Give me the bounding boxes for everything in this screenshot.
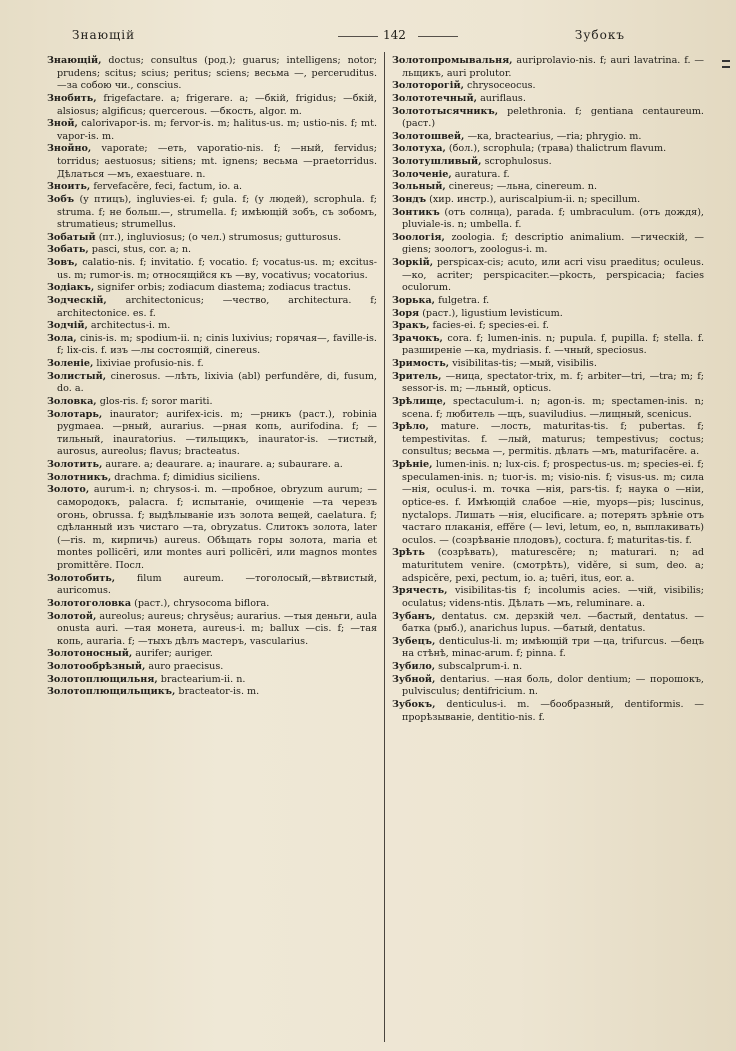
entry-definition: frigefactare. a; frigerare. a; —бкій, frigidus; —бкій, alsiosus; algificus; quercerous. —бкость, algor. m. (57, 92, 377, 117)
entry-headword: Золотоносный, (47, 648, 133, 660)
entry-definition: perspicax-cis; acuto, или acri visu praeditus; oculeus. —ко, acriter; perspicaciter.—рkость, perspicacia; facies oculorum. (402, 257, 704, 294)
entry-definition: lixiviae profusio-nis. f. (96, 358, 204, 369)
entry-definition: (у птицъ), ingluvies-ei. f; gula. f; (у людей), scrophula. f; struma. f; не больш.—, strumella. f; имѣющій зобъ, съ зобомъ, strumatieus; strumellus. (57, 193, 377, 231)
dictionary-entry (47, 598, 377, 611)
entry-headword: Золоторогій, (392, 80, 464, 92)
entry-definition: glos-ris. f; soror mariti. (99, 395, 213, 407)
dictionary-entry (47, 611, 377, 649)
entry-headword: Зоря (392, 307, 420, 319)
dictionary-entry (392, 156, 704, 169)
entry-headword: Знойно, (47, 143, 92, 155)
entry-definition: dentarius. —ная боль, dolor dentium; — порошокъ, pulvisculus; dentifricium. n. (402, 673, 704, 698)
entry-definition: (отъ солнца), parada. f; umbraculum. (отъ дождя), pluviale-is. n; umbella. f. (402, 206, 704, 231)
entry-definition: aurifer; auriger. (135, 648, 213, 660)
entry-definition: fulgetra. f. (438, 294, 490, 306)
dictionary-entry (392, 699, 704, 724)
entry-definition: signifer orbis; zodiacum diastema; zodiacus tractus. (97, 282, 352, 294)
dictionary-entry (392, 547, 704, 585)
entry-headword: Зольный, (392, 181, 446, 193)
page-number: 142 (383, 28, 406, 42)
entry-definition: auriflaus. (480, 92, 526, 104)
entry-headword: Зноить, (47, 181, 91, 193)
entry-definition: cinis-is. m; spodium-ii. n; cinis luxivius; горячая—, faville-is. f; lix-cis. f. изъ —лы состоящій, cinereus. (57, 332, 377, 357)
entry-definition: auratura. f. (454, 168, 510, 180)
dictionary-entry (392, 371, 704, 396)
entry-headword: Зрячесть, (392, 585, 448, 597)
entry-headword: Зовъ, (47, 257, 78, 268)
entry-definition: auro praecisus. (148, 661, 224, 672)
entry-headword: Зодіакъ, (47, 282, 95, 294)
entry-headword: Зола, (47, 332, 77, 344)
dictionary-entry (47, 674, 377, 687)
entry-headword: Зобать, (47, 244, 89, 256)
entry-headword: Золотоплющильня, (47, 673, 158, 685)
entry-headword: Зной, (47, 118, 78, 130)
entry-definition: subscalprum-i. n. (438, 661, 523, 672)
entry-headword: Золотопромывальня, (392, 55, 513, 66)
entry-definition: aurum-i. n; chrysos-i. m. —пробное, obryzum aurum; —самородокъ, palacra. f; испытаніе, очищеніе —та черезъ огонь, obrussa. f; выдѣлываніе изъ золота вещей, caelatura. f; сдѣланный изъ чистаго —та, obryzatus. Слитокъ золота, later (—ris. m, кирпичь) aureus. Обѣщать горы золота, maria et montes pollicēri, или montes auri pollicēri, или magnos montes promittĕre. Посл. (57, 484, 377, 571)
entry-headword: Золото, (47, 484, 90, 496)
dictionary-entry (392, 55, 704, 80)
entry-definition: (раст.), chrysocoma biflora. (134, 597, 270, 609)
dictionary-entry (47, 93, 377, 118)
dictionary-entry (392, 131, 704, 144)
entry-definition: cinerosus. —лѣть, lixivia (abl) perfundĕre, di, fusum, do. a. (57, 370, 377, 395)
entry-headword: Золототечный, (392, 92, 477, 104)
dictionary-entry (47, 472, 377, 485)
entry-headword: Золотошвей, (392, 130, 465, 142)
edge-mark (722, 60, 730, 62)
entry-definition: bracteator-is. m. (178, 686, 260, 698)
header-left-word: Знающій (72, 28, 136, 42)
dictionary-entry (47, 320, 377, 333)
dictionary-entry (47, 573, 377, 598)
dictionary-entry (392, 257, 704, 295)
dictionary-entry (392, 181, 704, 194)
entry-headword: Зонтикъ (392, 206, 440, 218)
dictionary-entry (392, 396, 704, 421)
entry-definition: architectus-i. m. (90, 320, 171, 332)
entry-headword: Золотникъ, (47, 471, 112, 483)
entry-definition: (раст.), ligustium levisticum. (422, 307, 563, 319)
entry-definition: —ка, bractearius, —ria; phrygio. m. (467, 130, 642, 142)
entry-headword: Золистый, (47, 370, 107, 382)
entry-definition: spectaculum-i. n; agon-is. m; spectamen-inis. n; scena. f; любитель —щъ, suaviludius. —лищный, scenicus. (402, 395, 704, 420)
dictionary-entry (47, 295, 377, 320)
entry-definition: chrysoceocus. (466, 80, 536, 92)
entry-headword: Зрѣло, (392, 421, 429, 433)
entry-definition: visibilitas-tis; —мый, visibilis. (452, 358, 597, 369)
entry-definition: aureolus; aureus; chrysĕus; aurarius. —тыя деньги, aula onusta auri. —тая монета, aureus-i. m; ballux —cis. f; —тая копь, auraria. f; —тыхъ дѣлъ мастеръ, vascularius. (57, 610, 377, 647)
entry-headword: Знающій, (47, 55, 102, 66)
entry-headword: Зорька, (392, 294, 436, 306)
entry-headword: Зубанъ, (392, 610, 436, 622)
entry-definition: calatio-nis. f; invitatio. f; vocatio. f; vocatus-us. m; excitus-us. m; rumor-is. m; относящійся къ —ву, vocativus; vocatorius. (57, 257, 377, 281)
entry-headword: Золотоплющильщикъ, (47, 686, 176, 698)
entry-headword: Зрѣлище, (392, 395, 447, 407)
entry-definition: inaurator; aurifex-icis. m; —рникъ (раст.), robinia pygmaea. —рный, aurarius. —рная копь, aurifodina. f; —тильный, inauratorius. —тильщикъ, inaurator-is. —тистый, aurosus, aureolus; flavus; bracteatus. (57, 408, 377, 458)
entry-definition: vaporate; —еть, vaporatio-nis. f; —ный, fervidus; torridus; aestuosus; sitiens; mt. ignens; весьма —praetorridus. Дѣлаться —мъ, exaestuare. n. (57, 143, 377, 180)
entry-headword: Золототысячникъ, (392, 105, 499, 117)
edge-mark (722, 66, 730, 68)
dictionary-entry (47, 648, 377, 661)
dictionary-entry (47, 358, 377, 371)
dictionary-entry (47, 396, 377, 409)
entry-headword: Золоченіе, (392, 168, 452, 180)
dictionary-entry (47, 244, 377, 257)
entry-definition: scrophulosus. (484, 156, 552, 167)
entry-definition: aurare. a; deaurare. a; inaurare. a; subaurare. a. (105, 459, 343, 470)
entry-headword: Золотой, (47, 610, 97, 622)
entry-headword: Зубецъ, (392, 635, 436, 647)
dictionary-entry (47, 181, 377, 194)
entry-definition: —ница, spectator-trix, m. f; arbiter—tri, —tra; m; f; sessor-is. m; —льный, opticus. (402, 370, 704, 395)
entry-headword: Золотарь, (47, 408, 103, 420)
dictionary-entry (392, 143, 704, 156)
dictionary-entry (392, 194, 704, 207)
entry-headword: Зракъ, (392, 320, 430, 332)
header-dash-right (418, 36, 458, 37)
dictionary-entry (47, 282, 377, 295)
right-column (392, 55, 704, 724)
entry-definition: (созрѣвать), maturescĕre; n; maturari. n; ad maturitutem venire. (смотрѣть), vidĕre, si sum, deo. a; adspicĕre, pexi, pectum, io. a; tuēri, itus, eor. a. (402, 547, 704, 584)
header-dash-left (338, 36, 378, 37)
entry-definition: architectonicus; —чество, architectura. f; architectonice. es. f. (57, 294, 377, 319)
entry-definition: denticulus-i. m. —бообразный, dentiformis. —прорѣзываніе, dentitio-nis. f. (402, 698, 704, 723)
dictionary-entry (392, 611, 704, 636)
dictionary-entry (47, 459, 377, 472)
entry-headword: Зубной, (392, 673, 436, 685)
column-divider (384, 52, 385, 1042)
entry-definition: facies-ei. f; species-ei. f. (432, 320, 549, 332)
entry-definition: drachma. f; dimidius siciliens. (114, 471, 261, 483)
dictionary-entry (47, 118, 377, 143)
page-edge-marks (722, 60, 732, 72)
header-right-word: Зубокъ (574, 28, 625, 42)
entry-definition: calorivapor-is. m; fervor-is. m; halitus-us. m; ustio-nis. f; mt. vapor-is. m. (57, 118, 377, 142)
dictionary-entry (47, 333, 377, 358)
entry-definition: (бол.), scrophula; (трава) thalictrum flavum. (448, 143, 667, 155)
entry-headword: Золеніе, (47, 358, 94, 369)
entry-headword: Зобатый (47, 231, 96, 243)
dictionary-entry (392, 80, 704, 93)
entry-headword: Зодческій, (47, 294, 107, 306)
dictionary-entry (47, 232, 377, 245)
page-header (48, 28, 700, 46)
entry-headword: Золотоголовка (47, 597, 132, 609)
entry-headword: Зубокъ, (392, 698, 436, 710)
dictionary-entry (392, 320, 704, 333)
entry-definition: bractearium-ii. n. (160, 673, 246, 685)
entry-headword: Зримость, (392, 358, 450, 369)
entry-headword: Золотообрѣзный, (47, 661, 146, 672)
dictionary-entry (47, 257, 377, 282)
dictionary-entry (47, 661, 377, 674)
entry-headword: Знобить, (47, 92, 97, 104)
entry-headword: Зрѣніе, (392, 459, 433, 470)
entry-definition: pasci, stus, cor. a; n. (91, 244, 192, 256)
dictionary-entry (392, 295, 704, 308)
entry-definition: dentatus. см. дерзкій чел. —бастый, dentatus. —батка (рыб.), anarichus lupus. —батый, dentatus. (402, 610, 704, 635)
entry-definition: visibilitas-tis f; incolumis acies. —чій, visibilis; oculatus; videns-ntis. Дѣлать —мъ, reluminare. a. (402, 585, 704, 609)
entry-definition: auriprolavio-nis. f; auri lavatrina. f. —льщикъ, auri prolutor. (402, 55, 704, 79)
dictionary-entry (392, 308, 704, 321)
entry-headword: Зритель, (392, 370, 442, 382)
entry-headword: Золотуха, (392, 143, 446, 155)
dictionary-entry (392, 585, 704, 610)
dictionary-entry (47, 143, 377, 181)
dictionary-entry (392, 459, 704, 547)
entry-definition: pelethronia. f; gentiana centaureum. (раст.) (402, 105, 704, 130)
entry-headword: Золотить, (47, 459, 103, 470)
entry-definition: fervefacĕre, feci, factum, io. a. (93, 181, 243, 193)
dictionary-entry (47, 371, 377, 396)
left-column (47, 55, 377, 699)
dictionary-entry (392, 661, 704, 674)
dictionary-entry (47, 409, 377, 460)
dictionary-entry (392, 358, 704, 371)
entry-definition: mature. —лость, maturitas-tis. f; pubertas. f; tempestivitas. f. —лый, maturus; tempestivus; coctus; consultus; весьма —, permitis. дѣлать —мъ, maturifacĕre. a. (402, 421, 705, 458)
dictionary-entry (47, 484, 377, 572)
entry-definition: denticulus-li. m; имѣющій три —ца, trifurcus. —бецъ на стѣнѣ, minac-arum. f; pinna. f. (402, 635, 704, 660)
entry-definition: cora. f; lumen-inis. n; pupula. f, pupilla. f; stella. f. разширеніе —ка, mydriasis. f. —чный, speciosus. (402, 332, 704, 357)
dictionary-entry (392, 333, 704, 358)
entry-definition: doctus; consultus (род.); guarus; intelligens; notor; prudens; scitus; scius; peritus; sciens; весьма —, perceruditus. —за собою чи., conscius. (57, 55, 377, 92)
dictionary-entry (392, 169, 704, 182)
dictionary-entry (392, 207, 704, 232)
entry-headword: Зрачокъ, (392, 332, 443, 344)
entry-headword: Зоологія, (392, 231, 445, 243)
entry-definition: lumen-inis. n; lux-cis. f; prospectus-us. m; species-ei. f; speculamen-inis. n; tuor-is. m; visio-nis. f; visus-us. m; сила —нія, oculus-i. m. точка —нія, pars-tis. f; наука о —ніи, optice-es. f. Имѣющій слабое —ніе, myops—pis; luscinus, nyctalops. Лишать —нія, elucificare. a; потерять зрѣніе отъ частаго плаканія, effĕre (— levi, letum, eo, n, выплакивать) oculos. — (созрѣваніе плодовъ), coctura. f; maturitas-tis. f. (402, 459, 704, 546)
entry-headword: Золовка, (47, 395, 97, 407)
entry-definition: (хир. инстр.), auriscalpium-ii. n; specillum. (429, 193, 641, 205)
entry-definition: zoologia. f; descriptio animalium. —гическій, — giens; зоологъ, zoologus-i. m. (402, 231, 705, 256)
dictionary-entry (392, 636, 704, 661)
entry-headword: Зодчій, (47, 320, 88, 332)
dictionary-entry (47, 194, 377, 232)
dictionary-entry (47, 55, 377, 93)
entry-definition: filum aureum. —тоголосый,—вѣтвистый, auricomus. (57, 572, 377, 597)
entry-definition: (пт.), ingluviosus; (о чел.) strumosus; gutturosus. (98, 231, 342, 243)
dictionary-entry (392, 93, 704, 106)
entry-definition: cinereus; —льна, cinereum. n. (448, 181, 598, 193)
entry-headword: Зоркій, (392, 257, 434, 268)
dictionary-entry (392, 421, 704, 459)
dictionary-entry (392, 674, 704, 699)
dictionary-entry (47, 686, 377, 699)
entry-headword: Зобъ (47, 193, 75, 205)
entry-headword: Зрѣть (392, 547, 425, 559)
dictionary-entry (392, 106, 704, 131)
entry-headword: Зондъ (392, 193, 427, 205)
dictionary-entry (392, 232, 704, 257)
entry-headword: Золотушливый, (392, 156, 482, 167)
entry-headword: Зубило, (392, 661, 436, 672)
entry-headword: Золотобить, (47, 572, 116, 584)
